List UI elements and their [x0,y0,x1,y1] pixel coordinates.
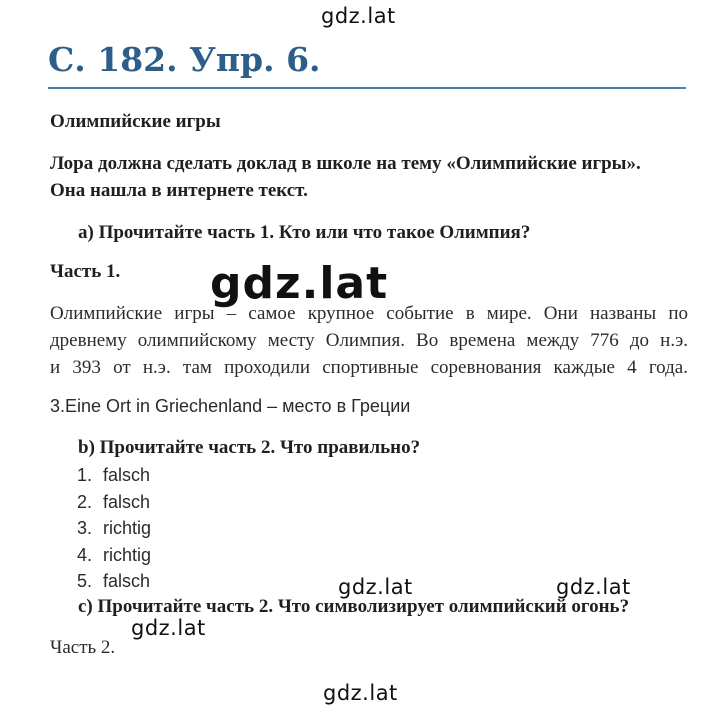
watermark-mid-left: gdz.lat [338,575,413,599]
answers-list [77,462,151,595]
answer-number: 3. [77,518,93,538]
task-c: c) Прочитайте часть 2. Что символизирует олимпийский огонь? [78,596,630,617]
watermark-mid-right: gdz.lat [556,575,631,599]
vocab-note: 3.Eine Ort in Griechenland – место в Греции [50,396,411,416]
answer-text: falsch [103,571,151,591]
part1-label: Часть 1. [50,261,121,282]
answer-text: richtig [103,518,152,538]
title-divider [48,87,686,89]
watermark-large: gdz.lat [210,258,389,309]
part1-line-2: древнему олимпийскому месту Олимпия. Во времена между 776 до н.э. [50,330,688,351]
watermark-bottom: gdz.lat [323,681,398,705]
answer-number: 2. [77,491,93,512]
task-b: b) Прочитайте часть 2. Что правильно? [78,437,421,458]
answer-text: richtig [103,544,152,565]
watermark-top: gdz.lat [321,4,396,28]
section-heading: Олимпийские игры [50,111,221,132]
part2-label: Часть 2. [50,637,116,658]
answer-text: falsch [103,491,151,512]
page-title: С. 182. Упр. 6. [48,40,321,79]
answer-item [77,515,151,542]
answer-number: 5. [77,571,93,591]
intro-line-2: Она нашла в интернете текст. [50,180,308,201]
answer-item [77,489,151,516]
watermark-low-left: gdz.lat [131,616,206,640]
part1-line-3: и 393 от н.э. там проходили спортивные соревнования каждые 4 года. [50,357,688,378]
answer-item [77,462,151,489]
answer-number: 4. [77,544,93,565]
intro-line-1: Лора должна сделать доклад в школе на тему «Олимпийские игры». [50,153,641,174]
answer-text: falsch [103,465,151,485]
answer-item [77,568,151,595]
answer-item [77,542,151,569]
part1-line-1: Олимпийские игры – самое крупное событие в мире. Они названы по [50,303,688,324]
answer-number: 1. [77,465,93,485]
task-a: a) Прочитайте часть 1. Кто или что такое Олимпия? [78,222,531,243]
